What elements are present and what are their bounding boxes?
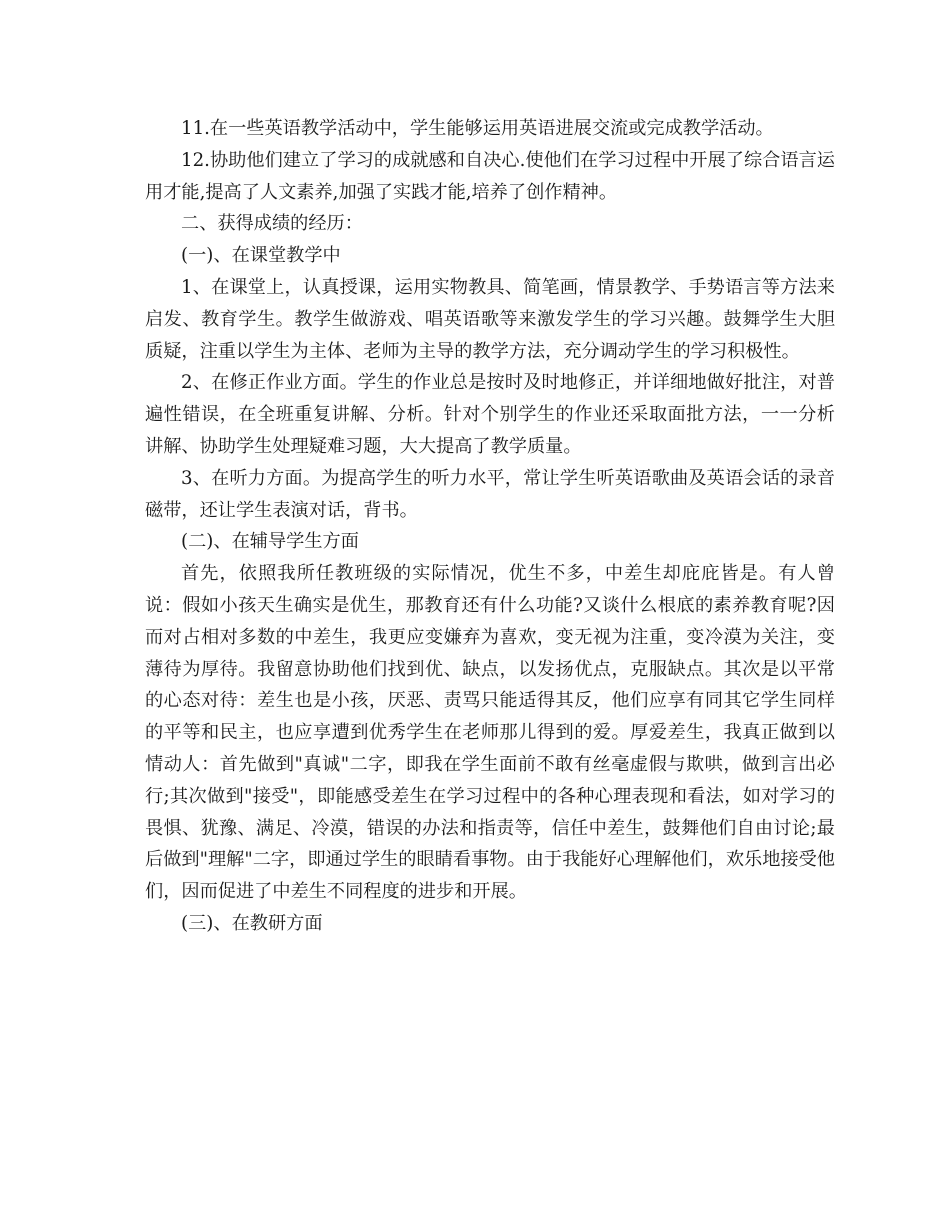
paragraph-item-11: 11.在一些英语教学活动中，学生能够运用英语进展交流或完成教学活动。	[181, 118, 774, 139]
document-body	[145, 113, 835, 940]
paragraph-classroom-1: 1、在课堂上，认真授课，运用实物教具、简笔画，情景教学、手势语言等方法来启发、教育学生。教学生做游戏、唱英语歌等来激发学生的学习兴趣。鼓舞学生大胆质疑，注重以学生为主体、老师为主导的教学方法，充分调动学生的学习积极性。	[145, 276, 835, 362]
subsection-heading-classroom: (一)、在课堂教学中	[181, 245, 341, 267]
paragraph-tutoring: 首先，依照我所任教班级的实际情况，优生不多，中差生却庇庇皆是。有人曾说：假如小孩天生确实是优生，那教育还有什么功能?又谈什么根底的素养教育呢?因而对占相对多数的中差生，我更应变嫌弃为喜欢，变无视为注重，变冷漠为关注，变薄待为厚待。我留意协助他们找到优、缺点，以发扬优点，克服缺点。其次是以平常的心态对待：差生也是小孩，厌恶、责骂只能适得其反，他们应享有同其它学生同样的平等和民主，也应享遭到优秀学生在老师那儿得到的爱。厚爱差生，我真正做到以情动人：首先做到"真诚"二字，即我在学生面前不敢有丝毫虚假与欺哄，做到言出必行;其次做到"接受"，即能感受差生在学习过程中的各种心理表现和看法，如对学习的畏惧、犹豫、满足、冷漠，错误的办法和指责等，信任中差生，鼓舞他们自由讨论;最后做到"理解"二字，即通过学生的眼睛看事物。由于我能好心理解他们，欢乐地接受他们，因而促进了中差生不同程度的进步和开展。	[145, 563, 835, 903]
subsection-heading-tutoring: (二)、在辅导学生方面	[181, 531, 359, 553]
subsection-heading-research: (三)、在教研方面	[181, 912, 323, 934]
paragraph-listening-3: 3、在听力方面。为提高学生的听力水平，常让学生听英语歌曲及英语会话的录音磁带，还让学生表演对话，背书。	[145, 467, 835, 521]
paragraph-item-12: 12.协助他们建立了学习的成就感和自决心.使他们在学习过程中开展了综合语言运用才能,提高了人文素养,加强了实践才能,培养了创作精神。	[145, 149, 835, 203]
section-heading-experience: 二、获得成绩的经历：	[181, 213, 363, 235]
paragraph-homework-2: 2、在修正作业方面。学生的作业总是按时及时地修正，并详细地做好批注，对普遍性错误，在全班重复讲解、分析。针对个别学生的作业还采取面批方法，一一分析讲解、协助学生处理疑难习题，大大提高了教学质量。	[145, 372, 835, 457]
